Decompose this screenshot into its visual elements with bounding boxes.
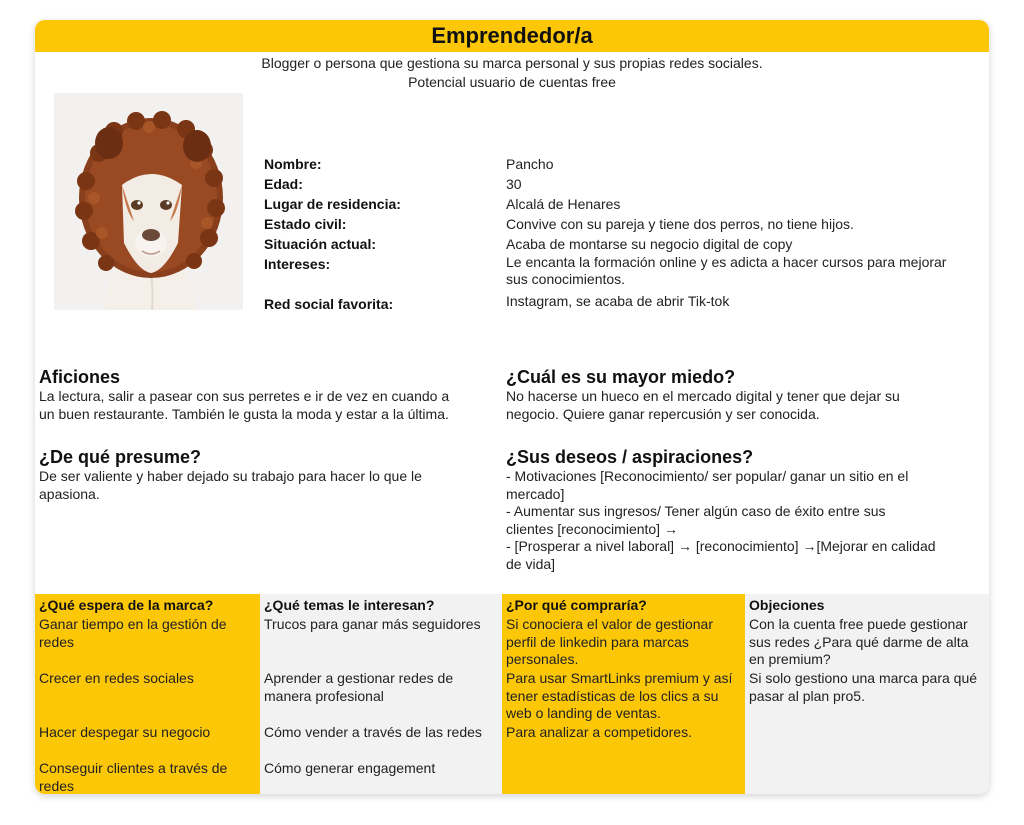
value-nombre: Pancho xyxy=(506,156,554,172)
deseos-section xyxy=(506,446,986,573)
column-temas xyxy=(260,594,502,794)
value-edad: 30 xyxy=(506,176,522,192)
label-estado-civil: Estado civil: xyxy=(264,216,347,232)
column-header: ¿Qué temas le interesan? xyxy=(264,597,435,613)
aficiones-text: La lectura, salir a pasear con sus perretes e ir de vez en cuando a un buen restaurante. También le gusta la moda y estar a la última. xyxy=(39,388,450,422)
table-cell: Aprender a gestionar redes de manera profesional xyxy=(264,670,454,704)
presume-title: ¿De qué presume? xyxy=(39,447,202,467)
value-residencia: Alcalá de Henares xyxy=(506,196,621,212)
miedo-text: No hacerse un hueco en el mercado digital y tener que dejar su negocio. Quiere ganar repercusión y ser conocida. xyxy=(506,388,900,422)
dog-in-lion-costume-image xyxy=(54,93,243,310)
expectations-table xyxy=(35,594,989,794)
deseos-title: ¿Sus deseos / aspiraciones? xyxy=(506,447,754,467)
table-cell: Cómo generar engagement xyxy=(264,760,436,776)
presume-text: De ser valiente y haber dejado su trabajo para hacer lo que le apasiona. xyxy=(39,468,422,502)
table-cell: Crecer en redes sociales xyxy=(39,670,194,686)
miedo-section xyxy=(506,366,976,423)
table-cell: Cómo vender a través de las redes xyxy=(264,724,482,740)
label-nombre: Nombre: xyxy=(264,156,322,172)
column-objeciones xyxy=(745,594,989,794)
column-header: ¿Qué espera de la marca? xyxy=(39,597,214,613)
subtitle-line-2: Potencial usuario de cuentas free xyxy=(408,74,616,90)
aficiones-title: Aficiones xyxy=(39,367,121,387)
header-bar xyxy=(35,20,989,52)
profile-values xyxy=(506,154,966,311)
table-cell: Para analizar a competidores. xyxy=(506,724,692,740)
table-cell: Trucos para ganar más seguidores xyxy=(264,616,481,632)
value-red-social: Instagram, se acaba de abrir Tik-tok xyxy=(506,293,730,309)
label-situacion: Situación actual: xyxy=(264,236,377,252)
column-espera xyxy=(35,594,260,794)
value-situacion: Acaba de montarse su negocio digital de copy xyxy=(506,236,793,252)
label-edad: Edad: xyxy=(264,176,303,192)
persona-photo xyxy=(54,93,243,310)
table-cell: Hacer despegar su negocio xyxy=(39,724,211,740)
table-cell: Si solo gestiono una marca para qué pasar al plan pro5. xyxy=(749,670,978,704)
profile-labels xyxy=(264,154,484,314)
label-intereses: Intereses: xyxy=(264,256,331,272)
presume-section xyxy=(39,446,509,503)
table-cell: Para usar SmartLinks premium y así tener estadísticas de los clics a su web o landing de ventas. xyxy=(506,670,733,721)
column-header: Objeciones xyxy=(749,597,825,613)
column-header: ¿Por qué compraría? xyxy=(506,597,647,613)
value-estado-civil: Convive con su pareja y tiene dos perros, no tiene hijos. xyxy=(506,216,854,232)
label-red-social: Red social favorita: xyxy=(264,296,394,312)
subtitle xyxy=(35,54,989,92)
value-intereses: Le encanta la formación online y es adicta a hacer cursos para mejorar sus conocimientos. xyxy=(506,254,947,287)
column-compraria xyxy=(502,594,745,794)
table-cell: Conseguir clientes a través de redes xyxy=(39,760,228,794)
persona-card xyxy=(35,20,989,794)
aficiones-section xyxy=(39,366,509,423)
table-cell: Con la cuenta free puede gestionar sus redes ¿Para qué darme de alta en premium? xyxy=(749,616,969,667)
subtitle-line-1: Blogger o persona que gestiona su marca personal y sus propias redes sociales. xyxy=(261,55,763,71)
table-cell: Ganar tiempo en la gestión de redes xyxy=(39,616,227,650)
miedo-title: ¿Cuál es su mayor miedo? xyxy=(506,367,736,387)
table-cell: Si conociera el valor de gestionar perfil de linkedin para marcas personales. xyxy=(506,616,714,667)
deseos-text: - Motivaciones [Reconocimiento/ ser popular/ ganar un sitio en el mercado] - Aumentar sus ingresos/ Tener algún caso de éxito entre sus clientes [reconocimiento] → - [Prosperar a nivel laboral] → [reconocimiento] →[Mejorar en calidad de vida] xyxy=(506,468,936,572)
page-title: Emprendedor/a xyxy=(431,23,593,48)
label-residencia: Lugar de residencia: xyxy=(264,196,401,212)
